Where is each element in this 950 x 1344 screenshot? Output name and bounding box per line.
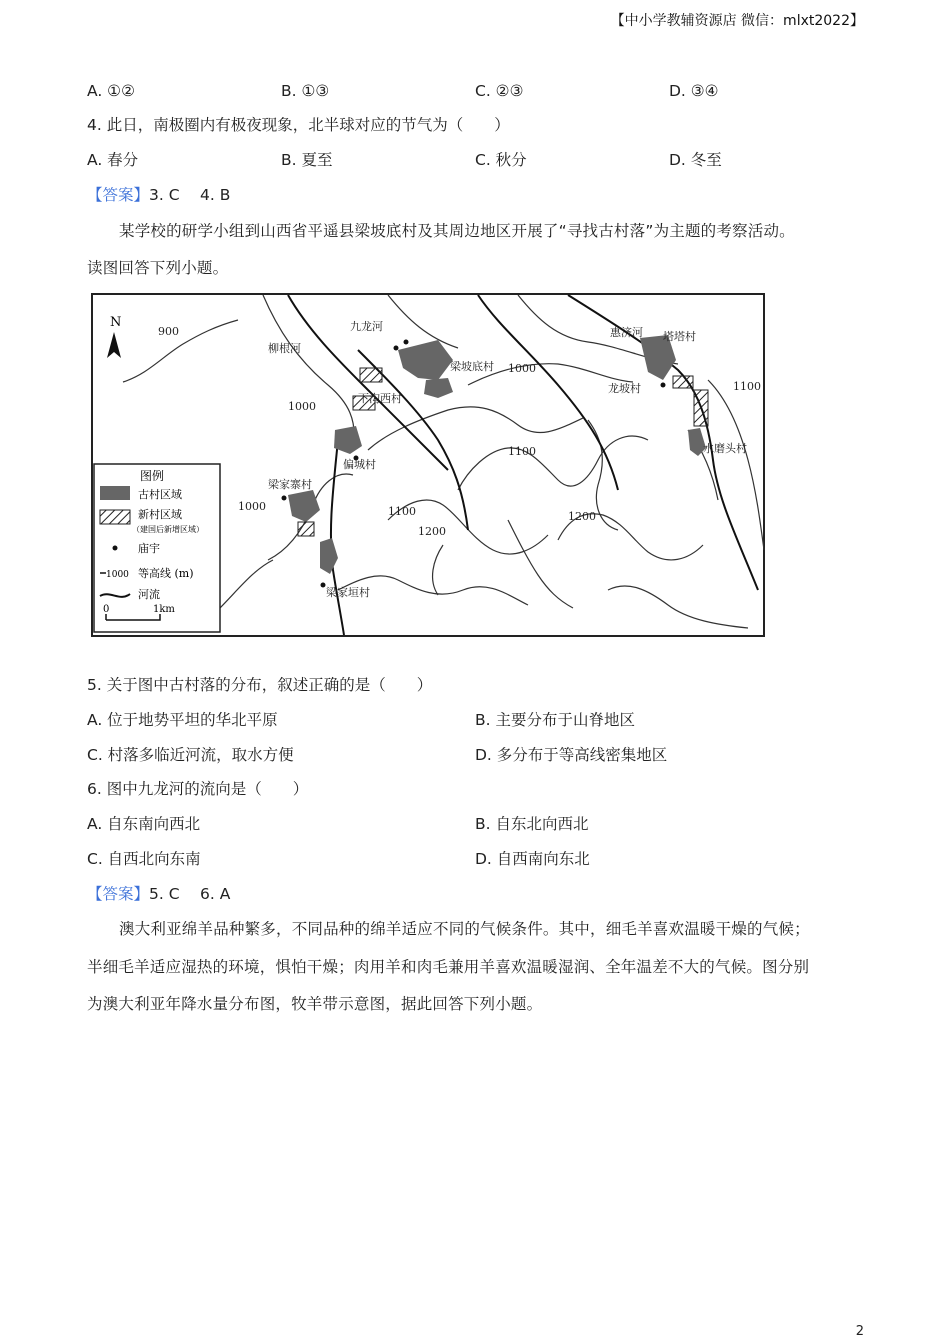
river-label-jiulong: 九龙河 [350,320,383,333]
q5-stem: 5. 关于图中古村落的分布，叙述正确的是（ ） [87,676,433,694]
q6-option-d: D. 自西南向东北 [475,850,590,868]
q5-option-d: D. 多分布于等高线密集地区 [475,746,668,764]
answer-label: 【答案】 [87,885,150,903]
intro1-line2: 读图回答下列小题。 [87,259,229,277]
village-label-liangjiaban: 梁家垣村 [326,586,370,599]
intro2-line1: 澳大利亚绵羊品种繁多，不同品种的绵羊适应不同的气候条件。其中，细毛羊喜欢温暖干燥的气候； [119,920,810,938]
village-label-shuimotou: 水磨头村 [703,442,747,455]
north-label: N [110,315,122,330]
village-label-liangpodi: 梁坡底村 [450,360,494,373]
river-label-huiji: 惠济河 [610,326,643,339]
q4-stem: 4. 此日，南极圈内有极夜现象，北半球对应的节气为（ ） [87,116,510,134]
contour-label: 900 [158,325,179,338]
q6-option-b: B. 自东北向西北 [475,815,589,833]
contour-label: 1100 [388,505,416,518]
river-label-liugen: 柳根河 [268,342,301,355]
q3-option-c: C. ②③ [475,82,524,100]
legend-scale-km: 1km [153,604,175,615]
legend-contour: 等高线 (m) [138,567,194,580]
legend-temple: 庙宇 [138,542,160,555]
q3-option-d: D. ③④ [669,82,719,100]
answer-text: 5. C 6. A [149,885,231,903]
legend-old-village: 古村区域 [138,488,182,501]
q5-option-a: A. 位于地势平坦的华北平原 [87,711,278,729]
contour-label: 1000 [288,400,316,413]
contour-map [88,290,768,640]
q4-option-c: C. 秋分 [475,151,527,169]
q4-option-a: A. 春分 [87,151,139,169]
contour-label: 1000 [238,500,266,513]
q3-option-b: B. ①③ [281,82,330,100]
village-label-liangjiazhai: 梁家寨村 [268,478,312,491]
legend-new-village-note: （建国后新增区域） [132,525,204,534]
village-label-xiagouxi: 下沟西村 [358,392,402,405]
contour-label: 1000 [508,362,536,375]
intro2-line2: 半细毛羊适应湿热的环境，惧怕干燥；肉用羊和肉毛兼用羊喜欢温暖湿润、全年温差不大的气候。图分别 [87,958,810,976]
legend-new-village: 新村区域 [138,508,182,521]
q4-option-d: D. 冬至 [669,151,722,169]
header-watermark: 【中小学教辅资源店 微信：mlxt2022】 [610,13,864,29]
q3-option-a: A. ①② [87,82,135,100]
legend-title: 图例 [140,469,165,483]
answer-text: 3. C 4. B [149,186,231,204]
legend-temple-icon [113,546,118,551]
legend-river: 河流 [138,588,160,601]
intro2-line3: 为澳大利亚年降水量分布图，牧羊带示意图，据此回答下列小题。 [87,995,543,1013]
q6-stem: 6. 图中九龙河的流向是（ ） [87,780,309,798]
village-label-tata: 塔塔村 [663,330,696,343]
answer-block-2 [87,884,230,904]
contour-label: 1200 [418,525,446,538]
map-legend [94,464,220,632]
village-label-pianchengcun: 偏城村 [343,458,376,471]
legend-scale-zero: 0 [103,604,110,615]
legend-contour-sample: 1000 [106,570,129,580]
page-number: 2 [855,1324,864,1339]
answer-block-1 [87,185,230,205]
answer-label: 【答案】 [87,186,150,204]
q4-option-b: B. 夏至 [281,151,333,169]
contour-label: 1100 [733,380,761,393]
q6-option-a: A. 自东南向西北 [87,815,201,833]
contour-label: 1200 [568,510,596,523]
q5-option-c: C. 村落多临近河流，取水方便 [87,746,294,764]
q5-option-b: B. 主要分布于山脊地区 [475,711,635,729]
intro1-line1: 某学校的研学小组到山西省平遥县梁坡底村及其周边地区开展了“寻找古村落”为主题的考察活动。 [119,222,795,240]
contour-label: 1100 [508,445,536,458]
village-label-longpo: 龙坡村 [608,382,641,395]
q6-option-c: C. 自西北向东南 [87,850,201,868]
